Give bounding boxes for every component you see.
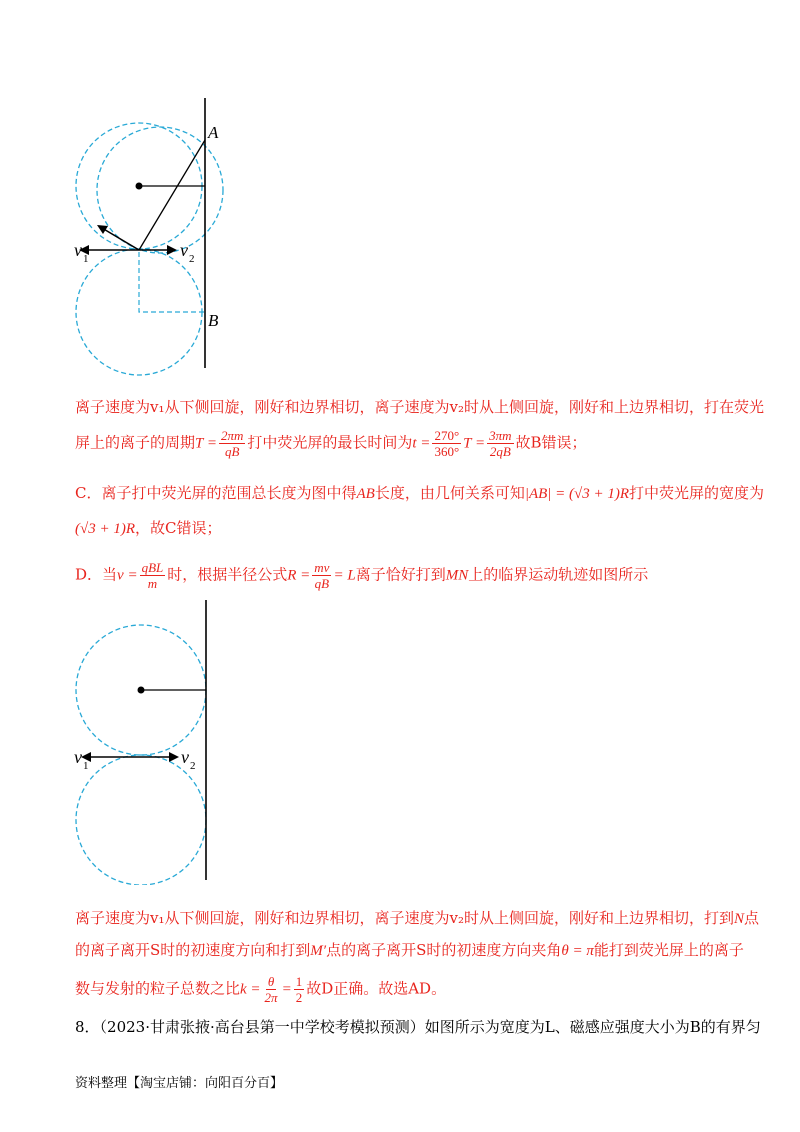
label-v1: v (74, 240, 82, 260)
text: 屏上的离子的周期 (75, 433, 196, 452)
angle-equation: θ = π (561, 943, 594, 959)
equation-width: (√3 + 1)R (75, 521, 136, 537)
figure-1-diagram (60, 90, 240, 380)
text: 上的临界运动轨迹如图所示 (468, 565, 649, 584)
text: 能打到荧光屏上的离子 (593, 941, 744, 959)
text: D．当 (75, 565, 118, 584)
ratio-symbol: k = (240, 981, 261, 998)
segment-mn: MN (445, 567, 469, 584)
text: 故B错误； (515, 433, 587, 452)
fraction-time (487, 428, 513, 459)
label-v1-subscript: 1 (83, 760, 89, 772)
arrowhead-v2 (169, 752, 179, 762)
text: C．离子打中荧光屏的范围总长度为图中得 (75, 484, 357, 502)
denominator: 2π (264, 990, 278, 1005)
text: 打中荧光屏的最长时间为 (247, 433, 413, 452)
fraction-velocity (140, 560, 166, 591)
text: 时，根据半径公式 (167, 565, 288, 584)
center-point (136, 183, 143, 190)
orbit-circle-lower (76, 755, 206, 885)
arrowhead-v2 (167, 245, 177, 255)
label-v2-subscript: 2 (189, 253, 195, 265)
numerator: θ (267, 974, 275, 989)
point-n: N (733, 911, 744, 927)
time-symbol: t = (412, 435, 431, 452)
text: 长度，由几何关系可知 (374, 484, 525, 502)
label-a: A (208, 123, 219, 142)
numerator: qBL (141, 560, 164, 575)
equals-sign: = (281, 981, 292, 998)
denominator: 360° (434, 444, 460, 459)
text: 故D正确。故选AD。 (306, 979, 447, 998)
para1-line2 (75, 428, 587, 459)
equals-l: = L (333, 567, 356, 584)
label-v1-subscript: 1 (83, 253, 89, 265)
para2-line2 (75, 940, 744, 961)
numerator: 3πm (489, 428, 512, 443)
numerator: 1 (295, 974, 303, 989)
text: 的离子离开S时的初速度方向和打到 (75, 941, 311, 959)
denominator: 2 (295, 990, 303, 1005)
denominator: qB (224, 444, 240, 459)
center-point (138, 687, 145, 694)
text: 点 (744, 909, 760, 927)
point-m-prime: M′ (310, 943, 327, 959)
para1-line1: 离子速度为v₁从下侧回旋，刚好和边界相切，离子速度为v₂时从上侧回旋，刚好和上边界相切，打在荧光 (75, 398, 764, 416)
orbit-circle-upper-right (97, 127, 223, 253)
radius-symbol: R = (287, 567, 311, 584)
equation-ab-length: |AB| = (√3 + 1)R (524, 486, 630, 502)
text: 离子速度为v₁从下侧回旋，刚好和边界相切，离子速度为v₂时从上侧回旋，刚好和上边界相切，打到 (75, 909, 734, 927)
text: ，故C错误； (135, 519, 222, 537)
para2-line1 (75, 908, 759, 929)
velocity-symbol: v = (117, 567, 138, 584)
label-v2: v (180, 240, 188, 260)
fraction-period (219, 428, 245, 459)
para2-line3 (75, 974, 446, 1005)
fraction-angle (432, 428, 461, 459)
numerator: 270° (434, 428, 460, 443)
label-v2-subscript: 2 (190, 760, 196, 772)
text: 打中荧光屏的宽度为 (629, 484, 765, 502)
label-v1: v (74, 747, 82, 767)
label-v2: v (181, 747, 189, 767)
footer-text: 资料整理【淘宝店铺：向阳百分百】 (75, 1076, 284, 1091)
period-symbol-2: T = (463, 435, 486, 452)
text: 离子恰好打到 (355, 565, 446, 584)
chord-line-to-a (139, 140, 205, 250)
arrowhead-diagonal (97, 225, 108, 234)
period-symbol: T = (195, 435, 217, 452)
text: 数与发射的粒子总数之比 (75, 979, 241, 998)
denominator: 2qB (489, 444, 511, 459)
numerator: mv (314, 560, 330, 575)
label-b: B (208, 311, 219, 330)
fraction-radius (312, 560, 331, 591)
para-c-line1 (75, 483, 764, 504)
fraction-half (294, 974, 305, 1005)
fraction-theta (263, 974, 280, 1005)
text: 点的离子离开S时的初速度方向夹角 (326, 941, 562, 959)
segment-ab: AB (356, 486, 375, 502)
para-d-line (75, 560, 648, 591)
para-c-line2 (75, 518, 222, 539)
numerator: 2πm (220, 428, 244, 443)
denominator: m (147, 576, 158, 591)
denominator: qB (314, 576, 330, 591)
velocity-arrow-diagonal (102, 228, 139, 250)
question-8: 8．（2023·甘肃张掖·高台县第一中学校考模拟预测）如图所示为宽度为L、磁感应强度大小为B的有界匀 (75, 1018, 761, 1036)
figure-2-diagram (60, 595, 220, 885)
